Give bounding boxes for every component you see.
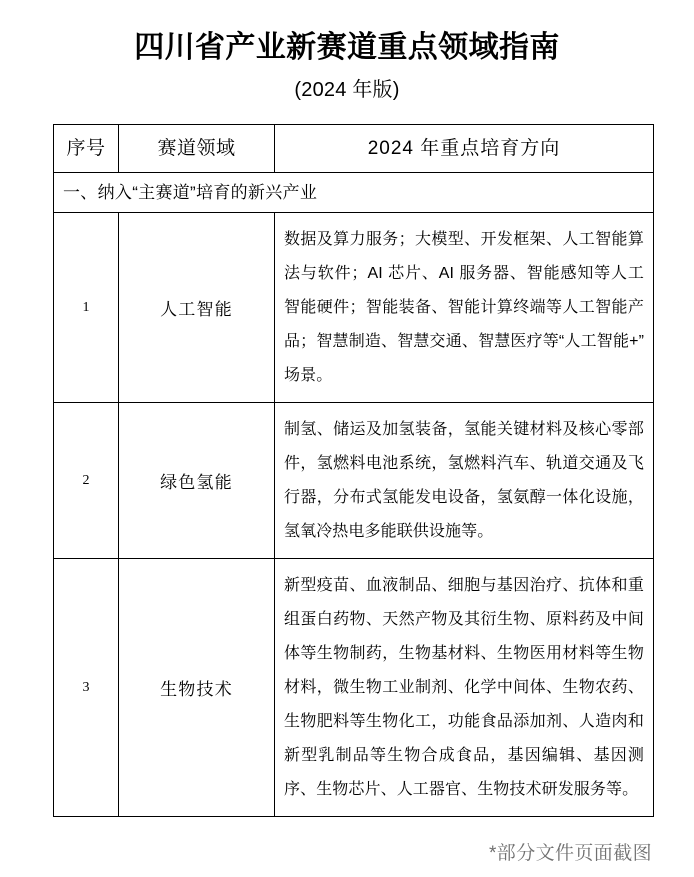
table-row bbox=[54, 559, 654, 817]
row-no: 3 bbox=[54, 559, 119, 817]
guide-table bbox=[53, 124, 654, 817]
page-subtitle: (2024 年版) bbox=[294, 79, 400, 101]
row-no: 1 bbox=[54, 213, 119, 403]
page-title: 四川省产业新赛道重点领域指南 bbox=[134, 31, 560, 64]
footer-note: *部分文件页面截图 bbox=[489, 843, 652, 864]
section-heading-row bbox=[54, 173, 654, 213]
row-field: 人工智能 bbox=[119, 213, 275, 403]
column-header-field: 赛道领域 bbox=[119, 125, 275, 173]
table-row bbox=[54, 403, 654, 559]
row-direction: 制氢、储运及加氢装备，氢能关键材料及核心零部件，氢燃料电池系统，氢燃料汽车、轨道交通及飞行器，分布式氢能发电设备，氢氨醇一体化设施，氢氧冷热电多能联供设施等。 bbox=[275, 403, 654, 559]
table-header-row bbox=[54, 125, 654, 173]
row-direction: 新型疫苗、血液制品、细胞与基因治疗、抗体和重组蛋白药物、天然产物及其衍生物、原料药及中间体等生物制药，生物基材料、生物医用材料等生物材料，微生物工业制剂、化学中间体、生物农药、生物肥料等生物化工，功能食品添加剂、人造肉和新型乳制品等生物合成食品，基因编辑、基因测序、生物芯片、人工器官、生物技术研发服务等。 bbox=[275, 559, 654, 817]
section-heading: 一、纳入“主赛道”培育的新兴产业 bbox=[54, 173, 654, 213]
row-no: 2 bbox=[54, 403, 119, 559]
title-block bbox=[0, 0, 694, 103]
row-direction: 数据及算力服务；大模型、开发框架、人工智能算法与软件；AI 芯片、AI 服务器、智能感知等人工智能硬件；智能装备、智能计算终端等人工智能产品；智慧制造、智慧交通、智慧医疗等“人工智能+”场景。 bbox=[275, 213, 654, 403]
guide-table-container bbox=[53, 124, 653, 817]
row-field: 绿色氢能 bbox=[119, 403, 275, 559]
table-row bbox=[54, 213, 654, 403]
column-header-no: 序号 bbox=[54, 125, 119, 173]
row-field: 生物技术 bbox=[119, 559, 275, 817]
column-header-direction: 2024 年重点培育方向 bbox=[275, 125, 654, 173]
